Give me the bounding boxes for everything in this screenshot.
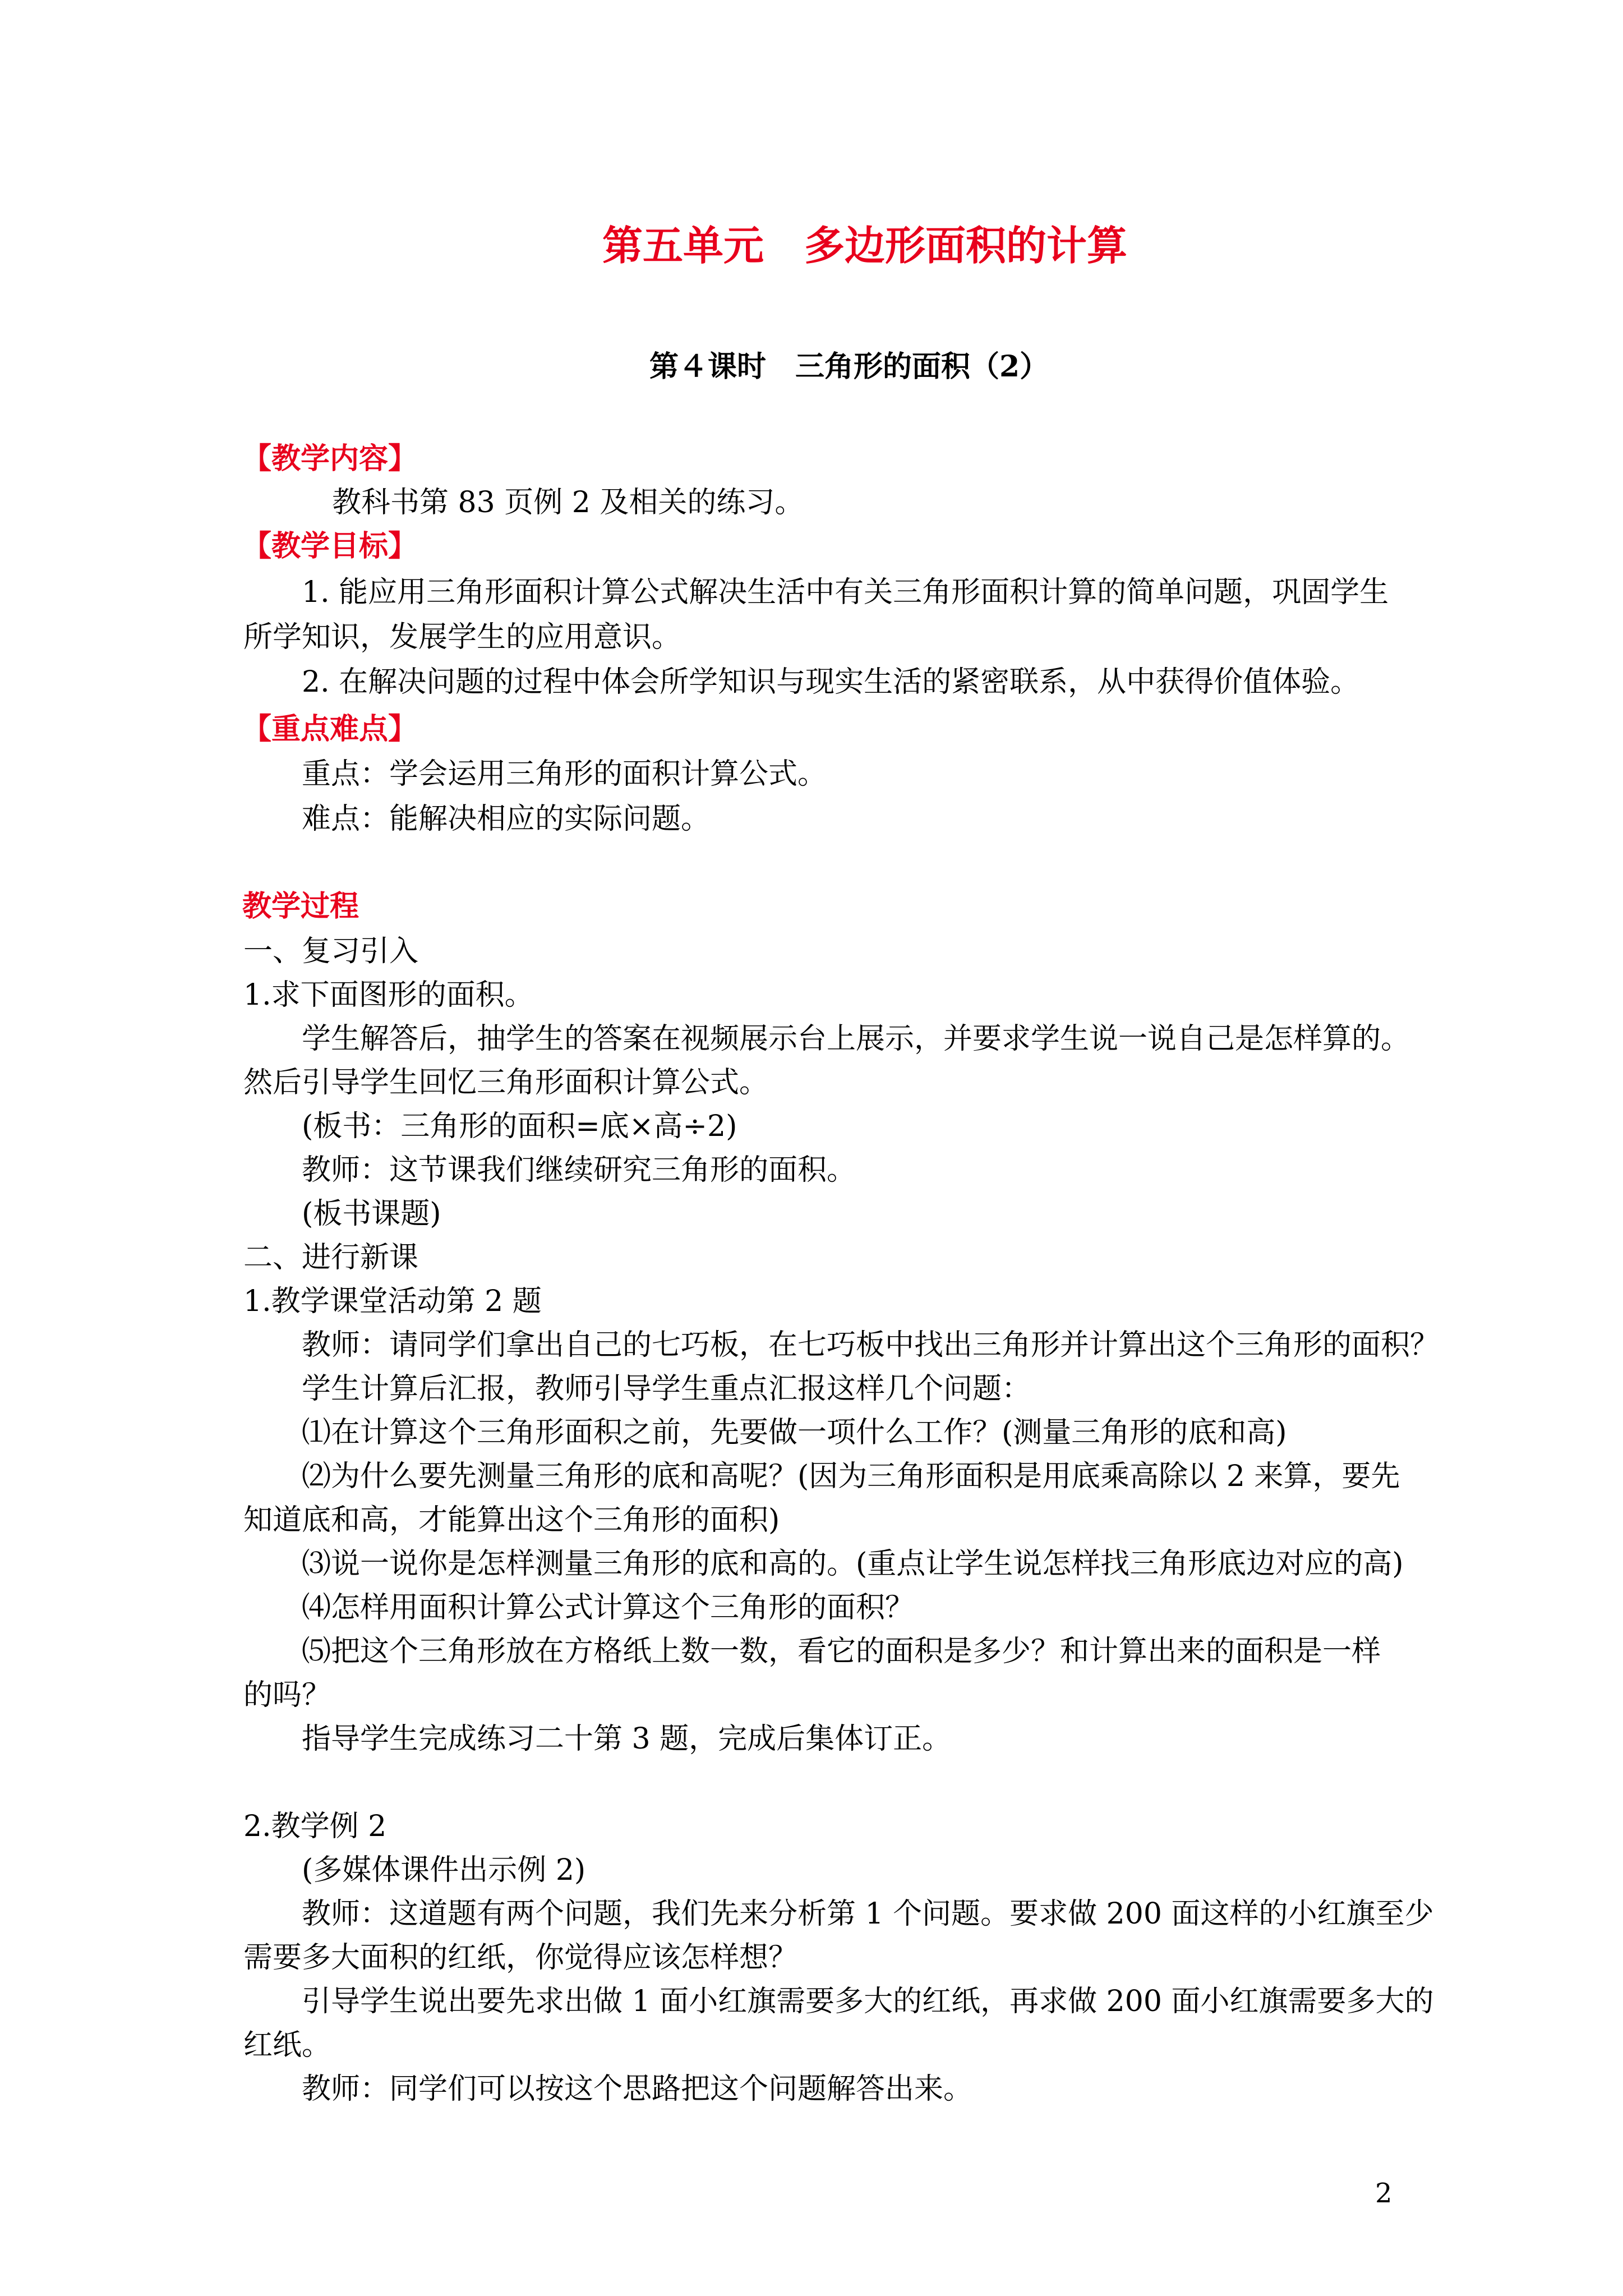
process-line: 教师：同学们可以按这个思路把这个问题解答出来。 <box>302 2072 973 2106</box>
process-line: 教师：这道题有两个问题，我们先来分析第 1 个问题。要求做 200 面这样的小红旗至少 <box>302 1897 1434 1931</box>
content-header: 【教学内容】 <box>242 441 418 476</box>
process-line: 1.求下面图形的面积。 <box>243 978 534 1012</box>
process-line: 二、进行新课 <box>243 1241 419 1274</box>
page-number: 2 <box>1375 2178 1393 2209</box>
process-line: 学生计算后汇报，教师引导学生重点汇报这样几个问题： <box>302 1372 1031 1406</box>
process-line: 然后引导学生回忆三角形面积计算公式。 <box>243 1066 769 1099</box>
process-line: 引导学生说出要先求出做 1 面小红旗需要多大的红纸，再求做 200 面小红旗需要多大的 <box>302 1985 1434 2018</box>
process-line: 指导学生完成练习二十第 3 题，完成后集体订正。 <box>302 1722 952 1756</box>
process-line: ⑷怎样用面积计算公式计算这个三角形的面积？ <box>302 1591 915 1625</box>
process-line: ⑸把这个三角形放在方格纸上数一数，看它的面积是多少？和计算出来的面积是一样 <box>302 1635 1381 1668</box>
process-line: 1.教学课堂活动第 2 题 <box>243 1285 542 1318</box>
content-text: 教科书第 83 页例 2 及相关的练习。 <box>332 486 804 519</box>
process-line: 教师：请同学们拿出自己的七巧板，在七巧板中找出三角形并计算出这个三角形的面积？ <box>302 1328 1440 1362</box>
process-line: 的吗？ <box>243 1678 331 1712</box>
process-line: ⑵为什么要先测量三角形的底和高呢？(因为三角形面积是用底乘高除以 2 来算，要先 <box>302 1460 1400 1493</box>
process-line: ⑶说一说你是怎样测量三角形的底和高的。(重点让学生说怎样找三角形底边对应的高) <box>302 1547 1404 1581</box>
process-line: 红纸。 <box>243 2028 331 2062</box>
key-point: 重点：学会运用三角形的面积计算公式。 <box>302 757 827 791</box>
process-line: (多媒体课件出示例 2) <box>302 1853 586 1887</box>
difficult-point: 难点：能解决相应的实际问题。 <box>302 802 711 836</box>
process-line: ⑴在计算这个三角形面积之前，先要做一项什么工作？(测量三角形的底和高) <box>302 1416 1287 1450</box>
goal-2: 2. 在解决问题的过程中体会所学知识与现实生活的紧密联系，从中获得价值体验。 <box>302 665 1360 699</box>
process-line: 一、复习引入 <box>243 935 419 968</box>
lesson-subtitle: 第４课时 三角形的面积（2） <box>649 349 1049 384</box>
process-line: 学生解答后，抽学生的答案在视频展示台上展示，并要求学生说一说自己是怎样算的。 <box>302 1022 1410 1056</box>
goal-1-line-1: 1. 能应用三角形面积计算公式解决生活中有关三角形面积计算的简单问题，巩固学生 <box>302 576 1389 609</box>
process-header: 教学过程 <box>242 889 359 923</box>
process-line: 知道底和高，才能算出这个三角形的面积) <box>243 1503 780 1537</box>
key-points-header: 【重点难点】 <box>242 712 418 746</box>
goal-1-line-2: 所学知识，发展学生的应用意识。 <box>243 620 681 654</box>
process-line: 2.教学例 2 <box>243 1810 387 1843</box>
process-line: 需要多大面积的红纸，你觉得应该怎样想？ <box>243 1941 798 1975</box>
goals-header: 【教学目标】 <box>242 529 418 563</box>
process-line: (板书课题) <box>302 1197 441 1231</box>
unit-title: 第五单元 多边形面积的计算 <box>602 222 1128 269</box>
process-line: 教师：这节课我们继续研究三角形的面积。 <box>302 1153 856 1187</box>
process-line: (板书：三角形的面积=底×高÷2) <box>302 1110 737 1143</box>
